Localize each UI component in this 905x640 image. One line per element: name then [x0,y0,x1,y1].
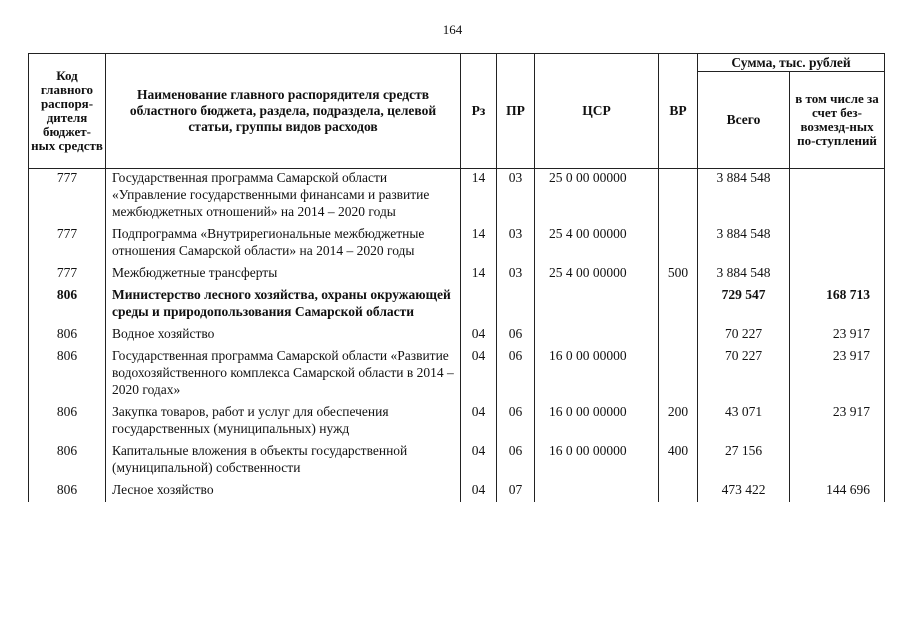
cell-pr [497,285,535,324]
header-pr: ПР [497,54,535,169]
cell-rz: 14 [461,169,497,225]
cell-vr [659,224,698,263]
cell-incl: 23 917 [790,402,885,441]
header-rz: Рз [461,54,497,169]
cell-total: 3 884 548 [698,224,790,263]
cell-total: 27 156 [698,441,790,480]
cell-incl [790,441,885,480]
table-row [29,285,885,324]
table-row [29,224,885,263]
header-incl: в том числе за счет без-возмезд-ных по-ступлений [790,72,885,169]
table-row [29,169,885,225]
cell-pr: 07 [497,480,535,502]
cell-csr: 25 4 00 00000 [535,224,659,263]
cell-incl: 168 713 [790,285,885,324]
table-row [29,324,885,346]
header-sum-group: Сумма, тыс. рублей [698,54,885,72]
cell-rz: 14 [461,263,497,285]
cell-incl [790,224,885,263]
cell-vr [659,346,698,402]
cell-vr: 500 [659,263,698,285]
cell-rz: 04 [461,441,497,480]
cell-total: 729 547 [698,285,790,324]
cell-pr: 03 [497,263,535,285]
cell-rz: 14 [461,224,497,263]
cell-name: Закупка товаров, работ и услуг для обеспечения государственных (муниципальных) нужд [106,402,461,441]
header-csr: ЦСР [535,54,659,169]
cell-csr [535,480,659,502]
table-header [29,54,885,169]
cell-vr [659,285,698,324]
cell-code: 806 [29,441,106,480]
cell-vr [659,480,698,502]
cell-rz: 04 [461,480,497,502]
cell-name: Межбюджетные трансферты [106,263,461,285]
cell-pr: 06 [497,441,535,480]
cell-name: Государственная программа Самарской области «Управление государственными финансами и развитие межбюджетных отношений» на 2014 – 2020 годы [106,169,461,225]
cell-csr: 16 0 00 00000 [535,402,659,441]
header-code: Код главного распоря-дителя бюджет-ных средств [29,54,106,169]
cell-rz [461,285,497,324]
cell-pr: 06 [497,346,535,402]
cell-total: 70 227 [698,346,790,402]
cell-rz: 04 [461,346,497,402]
cell-csr: 25 4 00 00000 [535,263,659,285]
cell-total: 43 071 [698,402,790,441]
cell-pr: 06 [497,402,535,441]
cell-rz: 04 [461,402,497,441]
cell-incl: 144 696 [790,480,885,502]
budget-table [28,53,885,502]
cell-code: 806 [29,346,106,402]
cell-code: 777 [29,224,106,263]
cell-incl [790,169,885,225]
cell-csr: 16 0 00 00000 [535,346,659,402]
cell-total: 3 884 548 [698,263,790,285]
cell-code: 806 [29,324,106,346]
cell-vr: 400 [659,441,698,480]
cell-incl: 23 917 [790,324,885,346]
cell-code: 806 [29,402,106,441]
cell-incl [790,263,885,285]
cell-pr: 06 [497,324,535,346]
cell-csr [535,285,659,324]
cell-vr [659,169,698,225]
cell-total: 473 422 [698,480,790,502]
table-row [29,480,885,502]
cell-total: 70 227 [698,324,790,346]
cell-name: Подпрограмма «Внутрирегиональные межбюджетные отношения Самарской области» на 2014 – 2020 годы [106,224,461,263]
cell-code: 806 [29,480,106,502]
cell-pr: 03 [497,224,535,263]
header-total: Всего [698,72,790,169]
table-row [29,263,885,285]
cell-name: Государственная программа Самарской области «Развитие водохозяйственного комплекса Самарской области в 2014 – 2020 годах» [106,346,461,402]
cell-csr: 25 0 00 00000 [535,169,659,225]
cell-name: Капитальные вложения в объекты государственной (муниципальной) собственности [106,441,461,480]
cell-name: Водное хозяйство [106,324,461,346]
header-name: Наименование главного распорядителя средств областного бюджета, раздела, подраздела, целевой статьи, группы видов расходов [106,54,461,169]
cell-rz: 04 [461,324,497,346]
cell-vr [659,324,698,346]
table-body [29,169,885,503]
cell-csr [535,324,659,346]
cell-name: Министерство лесного хозяйства, охраны окружающей среды и природопользования Самарской области [106,285,461,324]
cell-code: 777 [29,263,106,285]
cell-code: 777 [29,169,106,225]
cell-pr: 03 [497,169,535,225]
cell-vr: 200 [659,402,698,441]
page-number: 164 [442,22,463,37]
cell-name: Лесное хозяйство [106,480,461,502]
cell-incl: 23 917 [790,346,885,402]
cell-total: 3 884 548 [698,169,790,225]
table-row [29,441,885,480]
header-vr: ВР [659,54,698,169]
cell-csr: 16 0 00 00000 [535,441,659,480]
table-row [29,402,885,441]
cell-code: 806 [29,285,106,324]
table-row [29,346,885,402]
